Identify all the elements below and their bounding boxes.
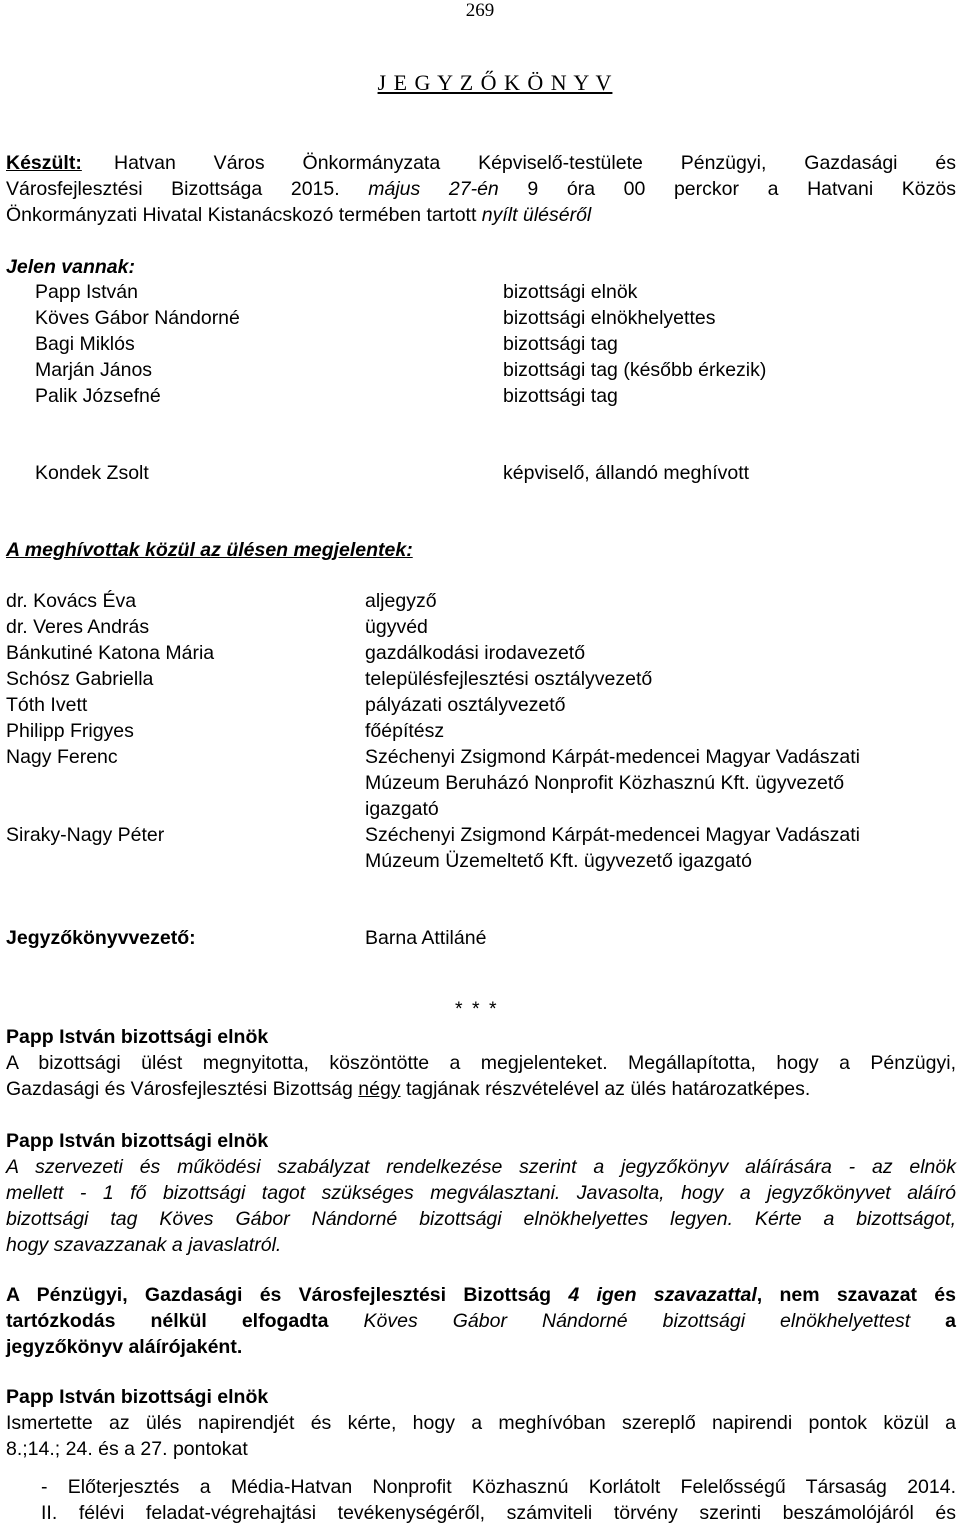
resolution-line: jegyzőkönyv aláírójaként. — [6, 1336, 243, 1358]
invited-name: Tóth Ivett — [6, 694, 88, 716]
paragraph-line: mellett - 1 fő bizottsági tagot szükséges megválasztani. Javasolta, hogy a jegyzőkönyvet aláíró — [6, 1182, 956, 1204]
speaker-heading: Papp István bizottsági elnök — [6, 1130, 269, 1152]
document-title: J E G Y Z Ő K Ö N Y V — [377, 70, 613, 95]
resolution-line: A Pénzügyi, Gazdasági és Városfejlesztési Bizottság 4 igen szavazattal, nem szavazat és — [6, 1284, 956, 1306]
guest-role: képviselő, állandó meghívott — [503, 462, 750, 484]
invited-name: Schósz Gabriella — [6, 668, 154, 690]
invited-role-line: Múzeum Beruházó Nonprofit Közhasznú Kft. ügyvezető — [365, 772, 845, 794]
member-role: bizottsági elnök — [503, 281, 638, 303]
invited-role: ügyvéd — [365, 616, 428, 638]
intro-line-3: Önkormányzati Hivatal Kistanácskozó termében tartott nyílt üléséről — [6, 204, 592, 226]
invited-role-line: Múzeum Üzemeltető Kft. ügyvezető igazgató — [365, 850, 752, 872]
invited-role-line: Széchenyi Zsigmond Kárpát-medencei Magyar Vadászati — [365, 746, 860, 768]
member-role: bizottsági tag (később érkezik) — [503, 359, 767, 381]
paragraph-line: hogy szavazzanak a javaslatról. — [6, 1234, 282, 1256]
speaker-heading: Papp István bizottsági elnök — [6, 1386, 269, 1408]
member-name: Bagi Miklós — [35, 333, 135, 355]
invited-name: Nagy Ferenc — [6, 746, 118, 768]
invited-name: Philipp Frigyes — [6, 720, 134, 742]
paragraph-line: 8.;14.; 24. és a 27. pontokat — [6, 1438, 248, 1460]
invited-role-line: igazgató — [365, 798, 439, 820]
intro-label: Készült: — [6, 152, 82, 174]
paragraph-line: A szervezeti és működési szabályzat rendelkezése szerint a jegyzőkönyv aláírására - az elnök — [6, 1156, 956, 1178]
invited-role: aljegyző — [365, 590, 437, 612]
invited-name: dr. Veres András — [6, 616, 150, 638]
member-role: bizottsági tag — [503, 333, 618, 355]
present-heading: Jelen vannak: — [6, 256, 135, 278]
resolution-line: tartózkodás nélkül elfogadta Köves Gábor Nándorné bizottsági elnökhelyettest a — [6, 1310, 957, 1332]
invited-role: gazdálkodási irodavezető — [365, 642, 586, 664]
member-role: bizottsági elnökhelyettes — [503, 307, 716, 329]
member-name: Marján János — [35, 359, 153, 381]
invited-role: pályázati osztályvezető — [365, 694, 566, 716]
member-name: Palik Józsefné — [35, 385, 161, 407]
agenda-item-line: II. félévi feladat-végrehajtási tevékenységéről, számviteli törvény szerinti beszámolójáról és — [41, 1502, 956, 1524]
agenda-item-line: - Előterjesztés a Média-Hatvan Nonprofit Közhasznú Korlátolt Felelősségű Társaság 2014. — [41, 1476, 956, 1498]
invited-role: településfejlesztési osztályvezető — [365, 668, 653, 690]
paragraph-line: Ismertette az ülés napirendjét és kérte, hogy a meghívóban szereplő napirendi pontok közül a — [6, 1412, 956, 1434]
paragraph-line: bizottsági tag Köves Gábor Nándorné bizottsági elnökhelyettes legyen. Kérte a bizottságot, — [6, 1208, 956, 1230]
invited-heading: A meghívottak közül az ülésen megjelentek: — [6, 539, 413, 561]
member-name: Köves Gábor Nándorné — [35, 307, 240, 329]
member-name: Papp István — [35, 281, 138, 303]
page-number: 269 — [465, 0, 495, 21]
section-separator: * * * — [455, 998, 499, 1020]
invited-name: Bánkutiné Katona Mária — [6, 642, 215, 664]
speaker-heading: Papp István bizottsági elnök — [6, 1026, 269, 1048]
invited-role: főépítész — [365, 720, 445, 742]
member-role: bizottsági tag — [503, 385, 618, 407]
recorder-name: Barna Attiláné — [365, 927, 487, 949]
intro-line-2: Városfejlesztési Bizottsága 2015. május 27-én 9 óra 00 perckor a Hatvani Közös — [6, 178, 956, 200]
paragraph-line: A bizottsági ülést megnyitotta, köszöntötte a megjelenteket. Megállapította, hogy a Pénzügyi, — [6, 1052, 956, 1074]
guest-name: Kondek Zsolt — [35, 462, 149, 484]
invited-name: dr. Kovács Éva — [6, 590, 137, 612]
invited-name: Siraky-Nagy Péter — [6, 824, 165, 846]
invited-role-line: Széchenyi Zsigmond Kárpát-medencei Magyar Vadászati — [365, 824, 860, 846]
intro-line-1: Hatvan Város Önkormányzata Képviselő-testülete Pénzügyi, Gazdasági és — [114, 152, 956, 174]
recorder-label: Jegyzőkönyvvezető: — [6, 927, 196, 949]
paragraph-line: Gazdasági és Városfejlesztési Bizottság négy tagjának részvételével az ülés határozatképes. — [6, 1078, 811, 1100]
